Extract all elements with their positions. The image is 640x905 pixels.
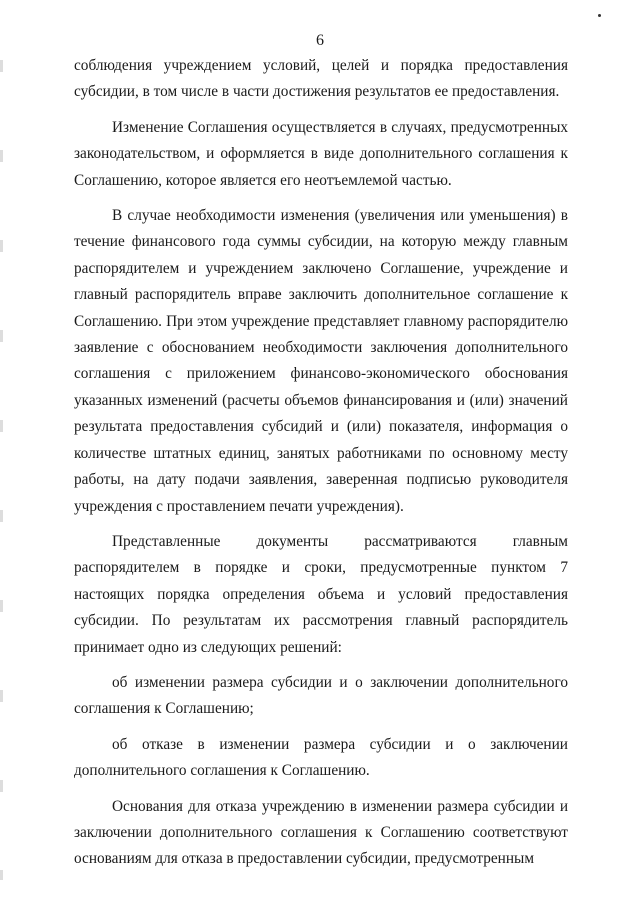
scan-dot — [598, 14, 601, 17]
paragraph-decision-approve: об изменении размера субсидии и о заключении дополнительного соглашения к Соглашению; — [74, 673, 568, 718]
document-body — [74, 53, 568, 882]
paragraph-decision-refuse: об отказе в изменении размера субсидии и о заключении дополнительного соглашения к Соглашению. — [74, 735, 568, 780]
scan-edge-marks — [0, 60, 3, 880]
paragraph-continuation: соблюдения учреждением условий, целей и порядка предоставления субсидии, в том числе в части достижения результатов ее предоставления. — [74, 57, 568, 101]
paragraph-documents-review: Представленные документы рассматриваются главным распорядителем в порядке и сроки, предусмотренные пунктом 7 настоящих порядка определения объема и условий предоставления субсидии. По результатам их рассмотрения главный распорядитель принимает одно из следующих решений: — [74, 532, 568, 656]
paragraph-agreement-change: Изменение Соглашения осуществляется в случаях, предусмотренных законодательством, и оформляется в виде дополнительного соглашения к Соглашению, которое является его неотъемлемой частью. — [74, 118, 568, 189]
page-number: 6 — [316, 32, 324, 49]
paragraph-refusal-grounds: Основания для отказа учреждению в изменении размера субсидии и заключении дополнительного соглашения к Соглашению соответствуют основаниям для отказа в предоставлении субсидии, предусмотренным — [74, 797, 568, 868]
paragraph-subsidy-change: В случае необходимости изменения (увеличения или уменьшения) в течение финансового года суммы субсидии, на которую между главным распорядителем и учреждением заключено Соглашение, учреждение и главный распорядитель вправе заключить дополнительное соглашение к Соглашению. При этом учреждение представляет главному распорядителю заявление с обоснованием необходимости заключения дополнительного соглашения с приложением финансово-экономического обоснования указанных изменений (расчеты объемов финансирования и (или) значений результата предоставления субсидий и (или) показателя, информация о количестве штатных единиц, занятых работниками по основному месту работы, на дату подачи заявления, заверенная подписью руководителя учреждения с проставлением печати учреждения). — [74, 207, 568, 515]
